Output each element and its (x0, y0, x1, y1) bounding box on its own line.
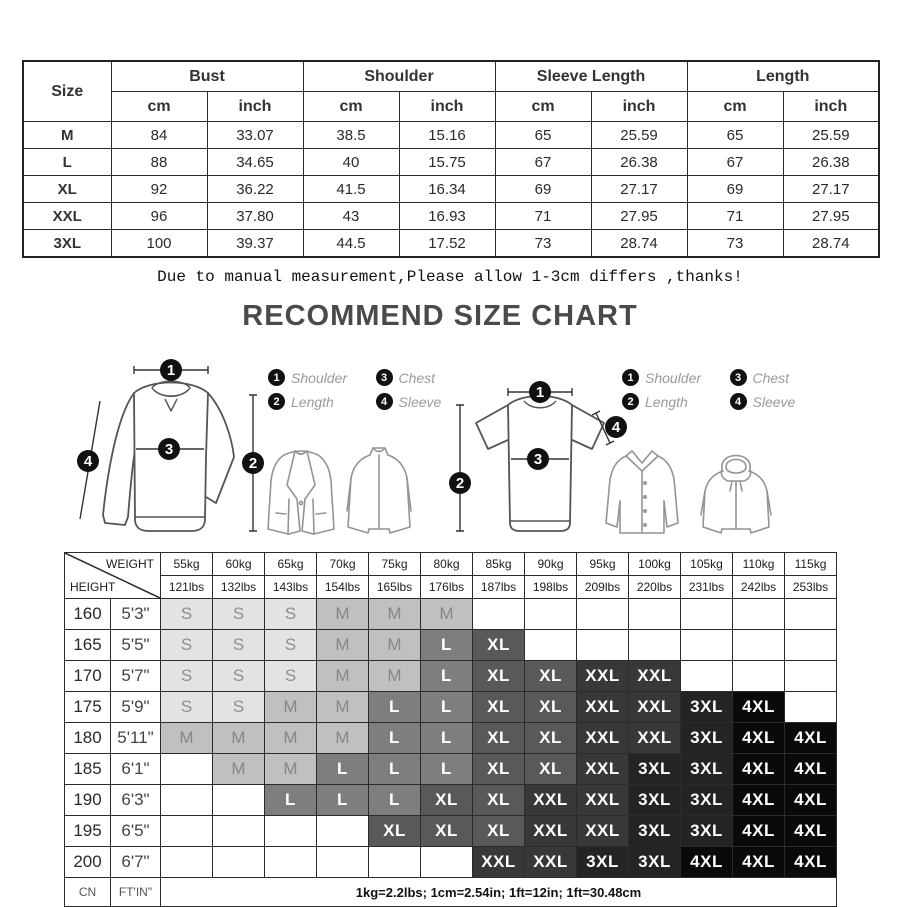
height-cm-cell: 170 (65, 661, 111, 692)
size-cell: M (317, 661, 369, 692)
legend-label: Sleeve (398, 393, 442, 410)
size-cell: XL (369, 816, 421, 847)
size-cell: M (317, 630, 369, 661)
size-cell: 3XL (629, 754, 681, 785)
size-cell: L (317, 785, 369, 816)
height-ftin-cell: 6'7" (111, 847, 161, 878)
size-cell: XXL (629, 723, 681, 754)
size-cell: M (161, 723, 213, 754)
size-cell: M (317, 692, 369, 723)
spec-value-cell: 43 (303, 203, 399, 230)
height-cm-cell: 165 (65, 630, 111, 661)
spec-value-cell: 40 (303, 149, 399, 176)
spec-value-cell: 37.80 (207, 203, 303, 230)
svg-text:1: 1 (166, 362, 176, 379)
legend-label: Shoulder (291, 369, 348, 386)
size-cell: XXL (525, 847, 577, 878)
size-cell: M (369, 630, 421, 661)
spec-value-cell: 69 (495, 176, 591, 203)
spec-size-cell: L (23, 149, 111, 176)
zip-jacket-sketch (340, 443, 418, 543)
size-cell: S (213, 599, 265, 630)
legend-item (622, 393, 730, 410)
weight-lbs-header: 121lbs (161, 576, 213, 599)
size-cell: L (369, 723, 421, 754)
ftin-unit-label: FT'IN" (111, 878, 161, 907)
spec-value-cell: 69 (687, 176, 783, 203)
spec-corner-size: Size (23, 61, 111, 122)
legend-number-badge: 1 (268, 369, 285, 386)
size-cell: 4XL (733, 816, 785, 847)
weight-kg-header: 80kg (421, 553, 473, 576)
size-cell: 4XL (785, 754, 837, 785)
size-cell: 3XL (681, 723, 733, 754)
weight-lbs-header: 154lbs (317, 576, 369, 599)
spec-value-cell: 39.37 (207, 230, 303, 258)
size-cell-empty (733, 661, 785, 692)
legend-item (730, 393, 838, 410)
spec-value-cell: 15.75 (399, 149, 495, 176)
size-cell-empty (681, 630, 733, 661)
size-cell: M (369, 661, 421, 692)
spec-row (23, 230, 879, 258)
height-ftin-cell: 5'5" (111, 630, 161, 661)
weight-kg-header: 70kg (317, 553, 369, 576)
size-cell: 3XL (681, 816, 733, 847)
svg-text:3: 3 (533, 451, 543, 468)
legend-label: Length (645, 393, 688, 410)
size-cell: XXL (525, 785, 577, 816)
size-cell-empty (681, 599, 733, 630)
size-cell: XL (473, 816, 525, 847)
size-cell-empty (785, 630, 837, 661)
size-cell-empty (525, 599, 577, 630)
spec-value-cell: 96 (111, 203, 207, 230)
size-cell: L (421, 630, 473, 661)
sweatshirt-measure-diagram (68, 357, 273, 547)
unit-inch-header: inch (591, 92, 687, 122)
size-cell: S (213, 661, 265, 692)
size-cell: 4XL (733, 785, 785, 816)
size-cell-empty (317, 816, 369, 847)
legend-label: Sleeve (752, 393, 796, 410)
height-ftin-cell: 6'3" (111, 785, 161, 816)
size-cell-empty (213, 847, 265, 878)
button-shirt-sketch (600, 443, 684, 543)
size-cell: M (317, 723, 369, 754)
spec-value-cell: 27.17 (783, 176, 879, 203)
weight-kg-header: 85kg (473, 553, 525, 576)
legend-item (622, 369, 730, 386)
spec-value-cell: 84 (111, 122, 207, 149)
blazer-sketch (262, 443, 340, 543)
size-cell: 3XL (629, 785, 681, 816)
weight-kg-header: 110kg (733, 553, 785, 576)
weight-kg-header: 95kg (577, 553, 629, 576)
size-cell: XXL (473, 847, 525, 878)
matrix-row (65, 785, 837, 816)
size-cell: XL (473, 661, 525, 692)
spec-group-bust: Bust (111, 61, 303, 92)
size-cell: S (265, 599, 317, 630)
height-ftin-cell: 5'9" (111, 692, 161, 723)
spec-value-cell: 73 (495, 230, 591, 258)
height-ftin-cell: 5'11" (111, 723, 161, 754)
weight-lbs-header: 209lbs (577, 576, 629, 599)
legend-number-badge: 3 (730, 369, 747, 386)
size-cell-empty (369, 847, 421, 878)
size-cell: XXL (577, 785, 629, 816)
spec-value-cell: 26.38 (591, 149, 687, 176)
weight-kg-header: 105kg (681, 553, 733, 576)
height-ftin-cell: 5'3" (111, 599, 161, 630)
height-cm-cell: 195 (65, 816, 111, 847)
weight-kg-header: 65kg (265, 553, 317, 576)
size-cell: M (265, 692, 317, 723)
size-cell: L (369, 754, 421, 785)
svg-text:1: 1 (535, 384, 545, 401)
height-cm-cell: 200 (65, 847, 111, 878)
height-ftin-cell: 6'1" (111, 754, 161, 785)
spec-value-cell: 16.93 (399, 203, 495, 230)
size-cell: XL (421, 816, 473, 847)
matrix-row (65, 661, 837, 692)
size-cell-empty (317, 847, 369, 878)
spec-value-cell: 25.59 (783, 122, 879, 149)
size-cell: XXL (577, 661, 629, 692)
spec-size-cell: XXL (23, 203, 111, 230)
size-cell: 3XL (681, 692, 733, 723)
matrix-header-kg (65, 553, 837, 576)
height-ftin-cell: 5'7" (111, 661, 161, 692)
spec-row (23, 122, 879, 149)
size-cell-empty (265, 816, 317, 847)
weight-kg-header: 60kg (213, 553, 265, 576)
svg-text:2: 2 (455, 475, 465, 492)
matrix-row (65, 630, 837, 661)
size-cell: 4XL (733, 847, 785, 878)
size-cell-empty (161, 816, 213, 847)
height-cm-cell: 185 (65, 754, 111, 785)
recommend-size-chart-title: RECOMMEND SIZE CHART (242, 300, 638, 332)
size-cell: 4XL (733, 692, 785, 723)
weight-lbs-header: 253lbs (785, 576, 837, 599)
spec-value-cell: 44.5 (303, 230, 399, 258)
legend-number-badge: 2 (268, 393, 285, 410)
size-cell-empty (213, 785, 265, 816)
spec-value-cell: 38.5 (303, 122, 399, 149)
weight-kg-header: 75kg (369, 553, 421, 576)
size-cell: M (213, 754, 265, 785)
spec-value-cell: 67 (687, 149, 783, 176)
weight-lbs-header: 187lbs (473, 576, 525, 599)
legend-label: Chest (398, 369, 436, 386)
size-cell-empty (629, 599, 681, 630)
size-cell: 3XL (629, 847, 681, 878)
spec-value-cell: 25.59 (591, 122, 687, 149)
size-cell: XXL (525, 816, 577, 847)
spec-value-cell: 28.74 (591, 230, 687, 258)
svg-text:3: 3 (164, 441, 174, 458)
spec-value-cell: 65 (495, 122, 591, 149)
matrix-row (65, 723, 837, 754)
size-cell: 4XL (785, 785, 837, 816)
height-axis-label: HEIGHT (70, 580, 116, 594)
spec-value-cell: 71 (495, 203, 591, 230)
spec-value-cell: 16.34 (399, 176, 495, 203)
height-cm-cell: 180 (65, 723, 111, 754)
weight-lbs-header: 143lbs (265, 576, 317, 599)
size-cell: XXL (577, 692, 629, 723)
spec-header-units (23, 92, 879, 122)
size-cell: 3XL (577, 847, 629, 878)
size-cell: S (161, 692, 213, 723)
spec-row (23, 176, 879, 203)
size-cell-empty (421, 847, 473, 878)
spec-group-sleeve-length: Sleeve Length (495, 61, 687, 92)
recommend-size-matrix (64, 552, 837, 907)
size-cell: L (421, 661, 473, 692)
size-cell-empty (265, 847, 317, 878)
size-cell: XL (421, 785, 473, 816)
matrix-row (65, 692, 837, 723)
spec-group-shoulder: Shoulder (303, 61, 495, 92)
spec-value-cell: 27.17 (591, 176, 687, 203)
size-cell: XL (473, 723, 525, 754)
spec-value-cell: 73 (687, 230, 783, 258)
size-cell: S (161, 661, 213, 692)
matrix-row (65, 754, 837, 785)
size-cell-empty (785, 692, 837, 723)
size-cell: XL (525, 723, 577, 754)
unit-cm-header: cm (303, 92, 399, 122)
size-cell: XXL (629, 661, 681, 692)
size-cell: XXL (577, 723, 629, 754)
weight-height-corner (65, 553, 161, 599)
size-cell-empty (161, 847, 213, 878)
height-cm-cell: 160 (65, 599, 111, 630)
weight-axis-label: WEIGHT (106, 557, 154, 571)
legend-number-badge: 4 (376, 393, 393, 410)
size-cell: XL (525, 661, 577, 692)
size-cell-empty (681, 661, 733, 692)
weight-lbs-header: 165lbs (369, 576, 421, 599)
size-cell: L (421, 723, 473, 754)
size-cell: XXL (577, 754, 629, 785)
unit-inch-header: inch (783, 92, 879, 122)
size-cell: S (161, 630, 213, 661)
spec-value-cell: 67 (495, 149, 591, 176)
size-cell: XXL (629, 692, 681, 723)
size-cell: S (265, 630, 317, 661)
size-cell: 4XL (733, 754, 785, 785)
size-cell-empty (213, 816, 265, 847)
matrix-footer (65, 878, 837, 907)
size-cell-empty (161, 754, 213, 785)
matrix-row (65, 816, 837, 847)
size-cell: L (317, 754, 369, 785)
size-cell-empty (161, 785, 213, 816)
size-cell: S (213, 692, 265, 723)
weight-kg-header: 100kg (629, 553, 681, 576)
legend-label: Shoulder (645, 369, 702, 386)
legend-number-badge: 4 (730, 393, 747, 410)
size-cell: L (369, 692, 421, 723)
spec-row (23, 203, 879, 230)
spec-value-cell: 28.74 (783, 230, 879, 258)
spec-value-cell: 34.65 (207, 149, 303, 176)
size-cell-empty (733, 599, 785, 630)
size-cell: 3XL (681, 785, 733, 816)
svg-text:2: 2 (248, 455, 258, 472)
matrix-header-lbs (65, 576, 837, 599)
legend-item (730, 369, 838, 386)
size-cell: XL (473, 630, 525, 661)
size-cell: M (265, 754, 317, 785)
svg-text:4: 4 (611, 419, 621, 436)
unit-cm-header: cm (495, 92, 591, 122)
size-cell: S (213, 630, 265, 661)
spec-size-cell: XL (23, 176, 111, 203)
spec-value-cell: 100 (111, 230, 207, 258)
spec-group-length: Length (687, 61, 879, 92)
legend-label: Chest (752, 369, 790, 386)
spec-value-cell: 71 (687, 203, 783, 230)
size-cell: XL (473, 785, 525, 816)
size-cell: 3XL (681, 754, 733, 785)
spec-value-cell: 92 (111, 176, 207, 203)
size-cell: L (265, 785, 317, 816)
spec-value-cell: 26.38 (783, 149, 879, 176)
size-cell-empty (785, 661, 837, 692)
legend-number-badge: 3 (376, 369, 393, 386)
size-cell: M (265, 723, 317, 754)
size-cell: 4XL (733, 723, 785, 754)
svg-text:4: 4 (83, 453, 93, 470)
spec-value-cell: 27.95 (783, 203, 879, 230)
weight-kg-header: 90kg (525, 553, 577, 576)
spec-value-cell: 15.16 (399, 122, 495, 149)
unit-conversion-note: 1kg=2.2lbs; 1cm=2.54in; 1ft=12in; 1ft=30.48cm (161, 878, 837, 907)
weight-lbs-header: 242lbs (733, 576, 785, 599)
size-cell: L (421, 754, 473, 785)
spec-size-cell: 3XL (23, 230, 111, 258)
spec-size-cell: M (23, 122, 111, 149)
size-cell: L (421, 692, 473, 723)
matrix-row (65, 847, 837, 878)
spec-value-cell: 33.07 (207, 122, 303, 149)
weight-kg-header: 55kg (161, 553, 213, 576)
weight-lbs-header: 132lbs (213, 576, 265, 599)
size-cell-empty (577, 630, 629, 661)
size-cell-empty (629, 630, 681, 661)
matrix-row (65, 599, 837, 630)
size-cell: XL (473, 754, 525, 785)
unit-cm-header: cm (111, 92, 207, 122)
hoodie-sketch (695, 443, 777, 543)
size-cell-empty (473, 599, 525, 630)
weight-lbs-header: 176lbs (421, 576, 473, 599)
size-cell: XL (525, 754, 577, 785)
height-cm-cell: 175 (65, 692, 111, 723)
size-cell: S (265, 661, 317, 692)
weight-lbs-header: 198lbs (525, 576, 577, 599)
size-cell: L (369, 785, 421, 816)
size-cell-empty (785, 599, 837, 630)
legend-label: Length (291, 393, 334, 410)
size-cell: M (421, 599, 473, 630)
size-cell: XL (525, 692, 577, 723)
height-ftin-cell: 6'5" (111, 816, 161, 847)
unit-cm-header: cm (687, 92, 783, 122)
size-cell: XL (473, 692, 525, 723)
size-cell: 3XL (629, 816, 681, 847)
size-cell: M (369, 599, 421, 630)
weight-lbs-header: 220lbs (629, 576, 681, 599)
size-cell: M (213, 723, 265, 754)
spec-value-cell: 41.5 (303, 176, 399, 203)
unit-inch-header: inch (399, 92, 495, 122)
spec-value-cell: 27.95 (591, 203, 687, 230)
measure-legend-right (622, 369, 837, 410)
size-cell: 4XL (681, 847, 733, 878)
size-spec-table (22, 60, 878, 258)
size-cell: 4XL (785, 723, 837, 754)
spec-row (23, 149, 879, 176)
unit-inch-header: inch (207, 92, 303, 122)
size-cell-empty (577, 599, 629, 630)
spec-value-cell: 36.22 (207, 176, 303, 203)
size-cell-empty (733, 630, 785, 661)
spec-header-groups (23, 61, 879, 92)
size-cell: 4XL (785, 847, 837, 878)
size-cell-empty (525, 630, 577, 661)
size-cell: 4XL (785, 816, 837, 847)
height-cm-cell: 190 (65, 785, 111, 816)
weight-lbs-header: 231lbs (681, 576, 733, 599)
cn-unit-label: CN (65, 878, 111, 907)
legend-number-badge: 1 (622, 369, 639, 386)
spec-value-cell: 17.52 (399, 230, 495, 258)
size-cell: S (161, 599, 213, 630)
size-cell: M (317, 599, 369, 630)
measurement-diagrams (0, 355, 900, 547)
weight-kg-header: 115kg (785, 553, 837, 576)
spec-value-cell: 65 (687, 122, 783, 149)
size-cell: XXL (577, 816, 629, 847)
legend-item (268, 393, 376, 410)
measurement-note: Due to manual measurement,Please allow 1-3cm differs ,thanks! (157, 268, 743, 286)
legend-number-badge: 2 (622, 393, 639, 410)
legend-item (268, 369, 376, 386)
spec-value-cell: 88 (111, 149, 207, 176)
